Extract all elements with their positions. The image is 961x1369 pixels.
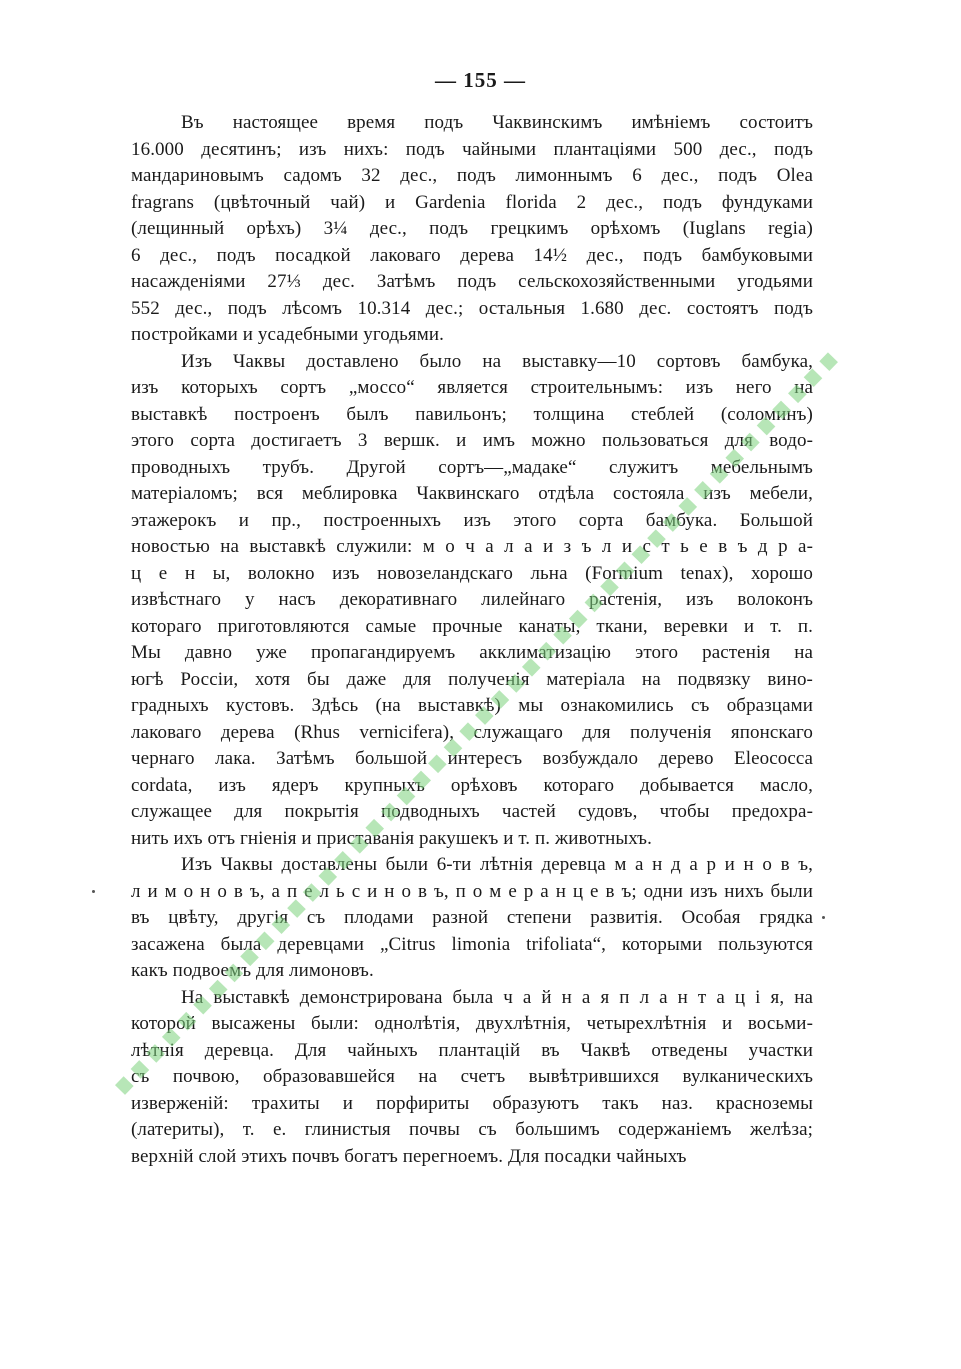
text-line: Изъ Чаквы доставлено было на выставку—10 сортовъ бамбука, [181,350,813,372]
watermark-dash [824,357,833,366]
text-line: 552 дес., подъ лѣсомъ 10.314 дес.; остальныя 1.680 дес. состоятъ подъ [131,297,813,319]
text-line: cordata, изъ ядеръ крупныхъ орѣховъ котораго добывается масло, [131,774,813,796]
text-line: нить ихъ отъ гніенія и приставанія ракушекъ и т. п. животныхъ. [131,827,652,849]
text-line: лаковаго дерева (Rhus vernicifera), служащаго для полученія японскаго [131,721,813,743]
text-line: верхній слой этихъ почвъ богатъ перегноемъ. Для посадки чайныхъ [131,1145,687,1167]
text-line: На выставкѣ демонстрирована была ч а й н а я п л а н т а ц і я, на [181,986,813,1008]
text-line: которой высажены были: однолѣтія, двухлѣтнія, четырехлѣтнія и восьми- [131,1013,813,1034]
text-line: (латериты), т. е. глинистыя почвы съ большимъ содержаніемъ желѣза; [131,1119,813,1140]
page-number: — 155 — [435,68,526,92]
watermark-dash [120,1081,129,1090]
text-line: лѣтнія деревца. Для чайныхъ плантацій въ Чаквѣ отведены участки [131,1039,813,1061]
text-line: постройками и усадебными угодьями. [131,324,444,345]
text-line: изъ которыхъ сортъ „моссо“ является строительнымъ: изъ него на [131,377,813,398]
text-line: мандариновымъ садомъ 32 дес., подъ лимоннымъ 6 дес., подъ Olea [131,165,813,186]
text-line: въ цвѣту, другія съ плодами разной степени развитія. Особая грядка [131,907,813,928]
text-line: проводныхъ трубъ. Другой сортъ—„мадаке“ служитъ мебельнымъ [131,456,813,478]
paragraph [131,985,813,1171]
text-line: ц е н ы, волокно изъ новозеландскаго льна (Formium tenax), хорошо [131,562,813,584]
text-line: матеріаломъ; вся меблировка Чаквинскаго отдѣла состояла изъ мебели, [131,483,813,504]
text-line: какъ подвоемъ для лимоновъ. [131,960,374,981]
paragraph [131,349,813,853]
stray-mark [822,916,825,919]
paragraph [131,110,813,349]
text-line: Въ настоящее время подъ Чаквинскимъ имѣніемъ состоитъ [181,112,813,133]
text-line: выставкѣ построенъ былъ павильонъ; толщина стеблей (соломинъ) [131,403,813,425]
text-line: этажерокъ и пр., построенныхъ изъ этого сорта бамбука. Большой [131,509,813,531]
text-line: котораго приготовляются самые прочные канаты, ткани, веревки и т. п. [131,615,813,637]
text-line: насажденіями 27⅓ дес. Затѣмъ подъ сельскохозяйственными угодьями [131,271,813,292]
paragraph [131,852,813,985]
text-line: этого сорта достигаетъ 3 вершк. и имъ можно пользоваться для водо- [131,430,813,451]
text-line: л и м о н о в ъ, а п е л ь с и н о в ъ, п о м е р а н ц е в ъ; одни изъ нихъ были [131,880,813,902]
text-line: fragrans (цвѣточный чай) и Gardenia florida 2 дес., подъ фундуками [131,191,813,213]
text-line: Изъ Чаквы доставлены были 6-ти лѣтнія деревца м а н д а р и н о в ъ, [181,854,813,875]
text-line: (лещинный орѣхъ) 3¼ дес., подъ грецкимъ орѣхомъ (Iuglans regia) [131,218,813,239]
text-line: Мы давно уже пропагандируемъ акклиматизацію этого растенія на [131,642,813,663]
text-line: засажена была деревцами „Citrus limonia trifoliata“, которыми пользуются [131,933,813,955]
text-line: югѣ Россіи, хотя бы даже для полученія матеріала на подвязку вино- [131,668,813,690]
body-text [131,110,813,1170]
stray-mark [92,890,95,893]
text-line: служащее для покрытія подводныхъ частей судовъ, чтобы предохра- [131,801,813,822]
text-line: чернаго лака. Затѣмъ большой интересъ возбуждало дерево Eleococca [131,748,813,769]
text-line: съ почвою, образовавшейся на счетъ вывѣтрившихся вулканическихъ [131,1066,813,1087]
text-line: градныхъ кустовъ. Здѣсь (на выставкѣ) мы ознакомились съ образцами [131,695,813,716]
text-line: извѣстнаго у насъ декоративнаго лилейнаго растенія, изъ волоконъ [131,589,813,610]
text-line: новостью на выставкѣ служили: м о ч а л а и з ъ л и с т ь е в ъ д р а- [131,536,813,557]
text-line: 16.000 десятинъ; изъ нихъ: подъ чайными плантаціями 500 дес., подъ [131,138,813,160]
text-line: 6 дес., подъ посадкой лаковаго дерева 14½ дес., подъ бамбуковыми [131,244,813,266]
text-line: изверженій: трахиты и порфириты образуютъ такъ наз. красноземы [131,1092,813,1114]
